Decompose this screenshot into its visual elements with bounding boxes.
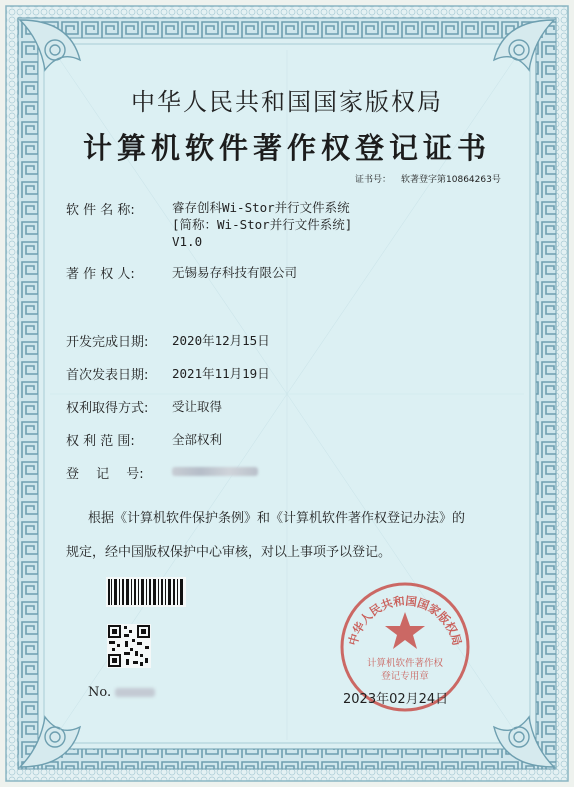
scope-value: 全部权利 bbox=[172, 432, 223, 447]
owner-value: 无锡易存科技有限公司 bbox=[172, 265, 298, 280]
certificate-number bbox=[355, 172, 511, 185]
dev-date-label: 开发完成日期: bbox=[66, 335, 149, 350]
serial-number-label: No. bbox=[88, 685, 112, 700]
seal-inner-line-2: 登记专用章 bbox=[381, 671, 429, 682]
qr-code bbox=[107, 624, 151, 668]
software-name-label: 软 件 名 称: bbox=[66, 203, 135, 218]
redacted-serial-number bbox=[115, 688, 155, 697]
title-certificate: 计算机软件著作权登记证书 bbox=[82, 131, 491, 165]
redacted-registration-number bbox=[172, 467, 258, 476]
certificate-number-label: 证书号： bbox=[355, 175, 392, 185]
scope-label: 权 利 范 围: bbox=[66, 434, 135, 449]
software-name-value: 睿存创科Wi-Stor并行文件系统 bbox=[172, 200, 350, 215]
pub-date-value: 2021年11月19日 bbox=[172, 366, 270, 381]
registration-number-label: 登 记 号: bbox=[66, 467, 144, 482]
certificate-number-value: 软著登字第10864263号 bbox=[401, 175, 501, 185]
statement-line-2: 规定，经中国版权保护中心审核，对以上事项予以登记。 bbox=[66, 545, 392, 560]
seal-outer-text: 中华人民共和国国家版权局 bbox=[345, 593, 465, 647]
software-version-value: V1.0 bbox=[172, 234, 203, 249]
pub-date-label: 首次发表日期: bbox=[66, 368, 149, 383]
acquire-label: 权利取得方式: bbox=[66, 401, 149, 416]
seal-inner-line-1: 计算机软件著作权 bbox=[366, 658, 444, 669]
software-abbr-value: [简称：Wi-Stor并行文件系统] bbox=[172, 217, 353, 232]
owner-label: 著 作 权 人: bbox=[66, 267, 135, 282]
issue-date: 2023年02月24日 bbox=[343, 692, 449, 707]
title-issuer: 中华人民共和国国家版权局 bbox=[131, 88, 443, 116]
dev-date-value: 2020年12月15日 bbox=[172, 333, 270, 348]
statement-line-1: 根据《计算机软件保护条例》和《计算机软件著作权登记办法》的 bbox=[88, 511, 466, 526]
seal-star-icon bbox=[385, 612, 425, 649]
acquire-value: 受让取得 bbox=[172, 399, 223, 414]
barcode bbox=[106, 577, 186, 607]
